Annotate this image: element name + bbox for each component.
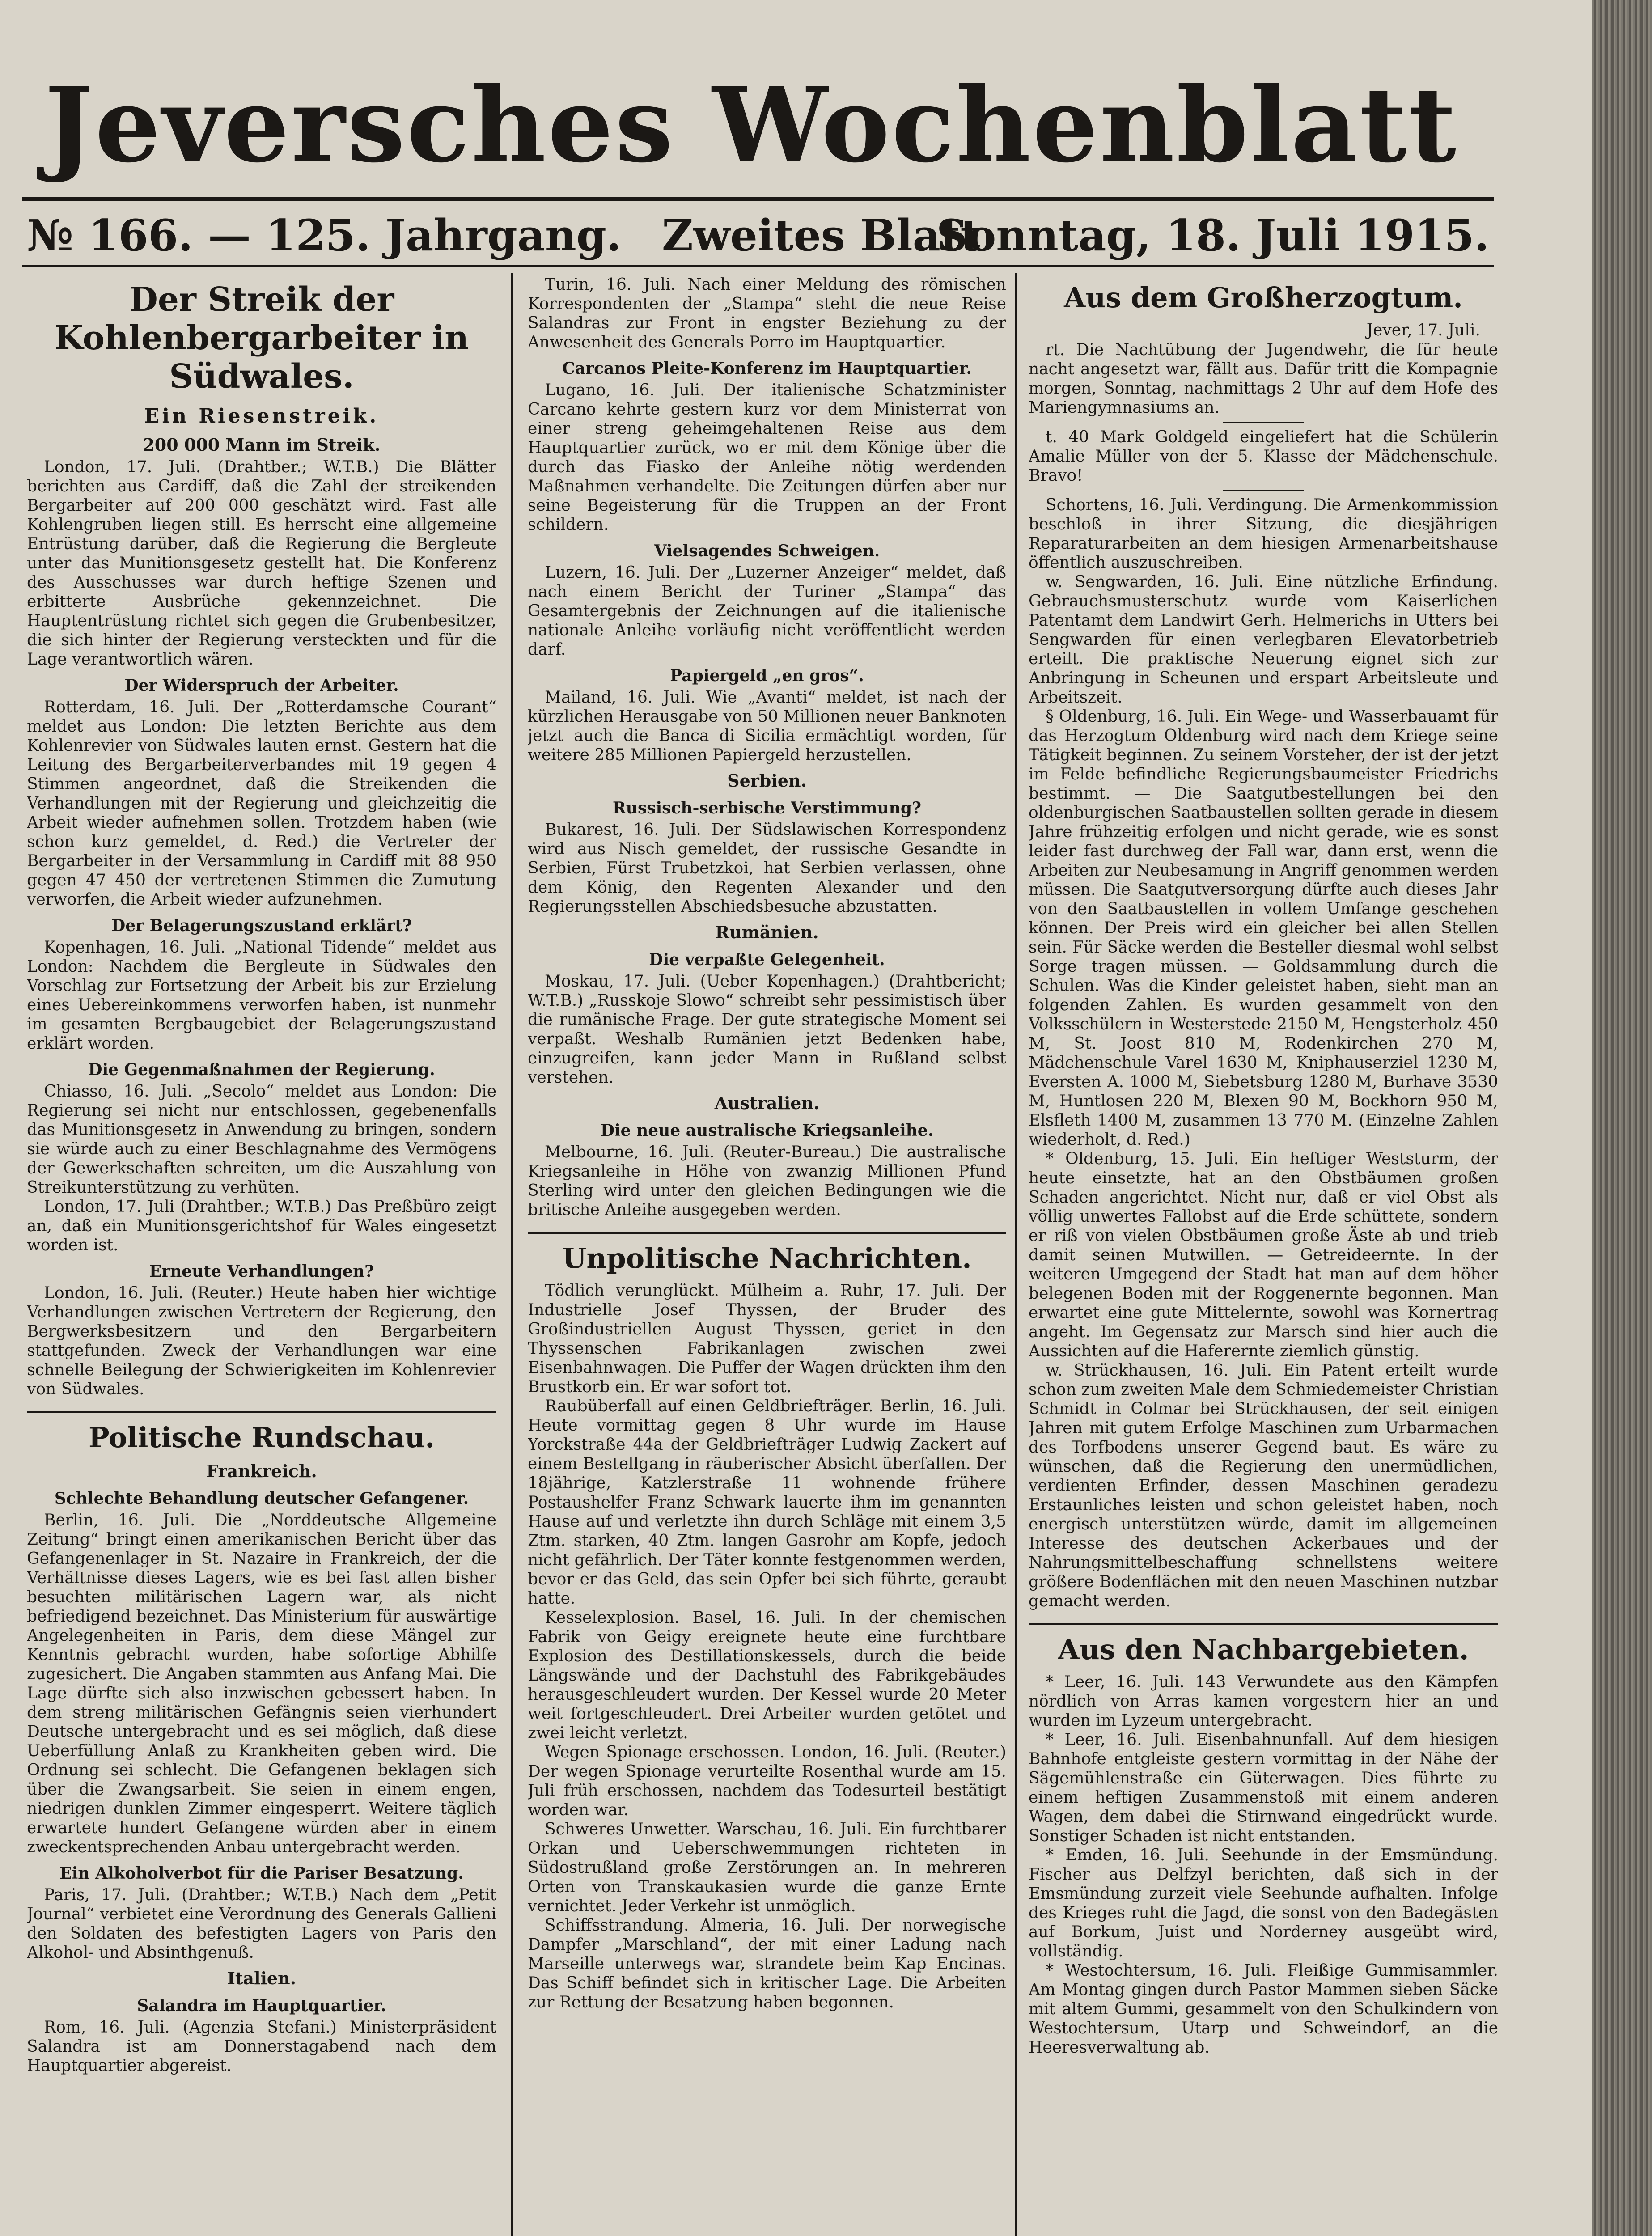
article-paragraph: * Leer, 16. Juli. Eisenbahnunfall. Auf dem hiesigen Bahnhofe entgleiste gestern vormittag in der Nähe der Sägemühlenstraße ein Güterwagen. Dies führte zu einem heftigen Zusammenstoß mit einem anderen Wagen, dem dabei die Stirnwand eingedrückt wurde. Sonstiger Schaden ist nicht entstanden. — [1029, 1731, 1498, 1845]
section-divider — [1029, 1623, 1498, 1625]
article-paragraph: Raubüberfall auf einen Geldbriefträger. Berlin, 16. Juli. Heute vormittag gegen 8 Uhr wurde im Hause Yorckstraße 44a der Geldbriefträger Ludwig Zackert auf einem Bestellgang in räuberischer Absicht überfallen. Der 18jährige, Katzlerstraße 11 wohnende frühere Postaushelfer Franz Schwark lauerte ihm im genannten Hause auf und verletzte ihn durch Schläge mit einem 3,5 Ztm. starken, 40 Ztm. langen Gasrohr am Kopfe, jedoch nicht gefährlich. Der Täter konnte festgenommen werden, bevor er das Geld, das sein Opfer bei sich führte, geraubt hatte. — [528, 1397, 1006, 1608]
masthead-rule-top — [22, 197, 1494, 201]
country-heading: Rumänien. — [715, 922, 819, 942]
article-paragraph: Schweres Unwetter. Warschau, 16. Juli. Ein furchtbarer Orkan und Ueberschwemmungen richteten in Südostrußland große Zerstörungen an. In mehreren Orten von Transkaukasien wurde die ganze Ernte vernichtet. Jeder Verkehr ist unmöglich. — [528, 1820, 1006, 1915]
subhead: Erneute Verhandlungen? — [149, 1262, 374, 1281]
article-paragraph: Schortens, 16. Juli. Verdingung. Die Armenkommission beschloß in ihrer Sitzung, die diesjährigen Reparaturarbeiten an dem hiesigen Armenarbeitshause öffentlich auszuschreiben. — [1029, 496, 1498, 572]
page-stack-edge — [1592, 0, 1652, 2236]
country-heading: Italien. — [227, 1968, 296, 1988]
article-paragraph: w. Sengwarden, 16. Juli. Eine nützliche Erfindung. Gebrauchsmusterschutz wurde vom Kaiserlichen Patentamt dem Landwirt Gerh. Helmerichs in Utters bei Sengwarden für einen verlegbaren Elevatorbetrieb erteilt. Die praktische Neuerung eignet sich zur Anbringung in Scheunen und erspart Arbeitsleute und Arbeitszeit. — [1029, 573, 1498, 707]
article-paragraph: London, 17. Juli. (Drahtber.; W.T.B.) Die Blätter berichten aus Cardiff, daß die Zahl der streikenden Bergarbeiter auf 200 000 geschätzt wird. Fast alle Kohlengruben liegen still. Es herrscht eine allgemeine Entrüstung darüber, daß die Regierung die Bergleute unter das Munitionsgesetz gestellt hat. Die Konferenz des Ausschusses war durch heftige Szenen und erbitterte Ausbrüche gekennzeichnet. Die Hauptentrüstung richtet sich gegen die Grubenbesitzer, die sich hinter der Regierung versteckten und für die Lage verantwortlich wären. — [27, 458, 496, 669]
column-2 — [528, 275, 1006, 2236]
subhead: Schlechte Behandlung deutscher Gefangener. — [54, 1489, 469, 1508]
article-paragraph: Rom, 16. Juli. (Agenzia Stefani.) Ministerpräsident Salandra ist am Donnerstagabend nach dem Hauptquartier abgereist. — [27, 2018, 496, 2075]
article-paragraph: * Westochtersum, 16. Juli. Fleißige Gummisammler. Am Montag gingen durch Pastor Mammen sieben Säcke mit altem Gummi, gesammelt von den Schulkindern von Westochtersum, Utarp und Schweindorf, an die Heeresverwaltung ab. — [1029, 1961, 1498, 2057]
subhead: Die verpaßte Gelegenheit. — [649, 950, 885, 969]
section-title-nachbargebieten: Aus den Nachbargebieten. — [1058, 1633, 1469, 1666]
subhead: Der Widerspruch der Arbeiter. — [124, 676, 399, 695]
column-1 — [27, 275, 496, 2236]
country-heading: Australien. — [714, 1093, 820, 1113]
article-paragraph: Lugano, 16. Juli. Der italienische Schatzminister Carcano kehrte gestern kurz vor dem Ministerrat von einer streng geheimgehaltenen Reise aus dem Hauptquartier zurück, wo er mit dem Könige über die durch das Fiasko der Anleihe nötig werdenden Maßnahmen verhandelte. Die Zeitungen dürfen aber nur seine Begeisterung für die Truppen an der Front schildern. — [528, 381, 1006, 534]
article-paragraph: Tödlich verunglückt. Mülheim a. Ruhr, 17. Juli. Der Industrielle Josef Thyssen, der Bruder des Großindustriellen August Thyssen, geriet in den Thyssenschen Fabrikanlagen zwischen zwei Eisenbahnwagen. Die Puffer der Wagen drückten ihm den Brustkorb ein. Er war sofort tot. — [528, 1282, 1006, 1396]
subhead: Die neue australische Kriegsanleihe. — [600, 1121, 934, 1140]
article-paragraph: Kesselexplosion. Basel, 16. Juli. In der chemischen Fabrik von Geigy ereignete heute eine furchtbare Explosion des Destillationskessels, durch die beide Längswände und der Dachstuhl des Fabrikgebäudes herausgeschleudert wurden. Der Kessel wurde 20 Meter weit fortgeschleudert. Drei Arbeiter wurden getötet und zwei leicht verletzt. — [528, 1609, 1006, 1742]
masthead-rule-bottom — [22, 265, 1494, 267]
article-paragraph: Moskau, 17. Juli. (Ueber Kopenhagen.) (Drahtbericht; W.T.B.) „Russkoje Slowo“ schreibt sehr pessimistisch über die rumänische Frage. Der gute strategische Moment sei verpaßt. Weshalb Rumänien jetzt Bedenken habe, einzugreifen, kann jeder Mann in Rußland selbst verstehen. — [528, 972, 1006, 1087]
country-heading: Frankreich. — [206, 1461, 317, 1481]
article-paragraph: Schiffsstrandung. Almeria, 16. Juli. Der norwegische Dampfer „Marschland“, der mit einer Ladung nach Marseille unterwegs war, strandete beim Kap Encinas. Das Schiff befindet sich in kritischer Lage. Die Arbeiten zur Rettung der Besatzung haben begonnen. — [528, 1916, 1006, 2012]
subtitle-riesenstreik: Ein Riesenstreik. — [144, 405, 379, 428]
subhead: Der Belagerungszustand erklärt? — [111, 916, 412, 935]
subhead: Papiergeld „en gros“. — [670, 666, 864, 685]
subhead: Die Gegenmaßnahmen der Regierung. — [88, 1060, 435, 1079]
short-divider — [1223, 422, 1304, 423]
article-paragraph: London, 16. Juli. (Reuter.) Heute haben hier wichtige Verhandlungen zwischen Vertretern der Regierung, den Bergwerksbesitzern und den Bergarbeitern stattgefunden. Zweck der Verhandlungen war eine schnelle Beilegung der Schwierigkeiten im Kohlenrevier von Südwales. — [27, 1284, 496, 1398]
subhead: Ein Alkoholverbot für die Pariser Besatzung. — [59, 1864, 464, 1883]
issue-date: Sonntag, 18. Juli 1915. — [936, 210, 1489, 261]
article-paragraph: * Oldenburg, 15. Juli. Ein heftiger Weststurm, der heute einsetzte, hat an den Obstbäumen großen Schaden angerichtet. Nicht nur, daß er viel Obst als völlig unwertes Fallobst auf die Erde schüttete, sondern er riß von vielen Obstbäumen große Äste ab und trieb damit seinen Mutwillen. — Getreideernte. In der weiteren Umgegend der Stadt hat man auf dem höher belegenen Boden mit der Roggenernte begonnen. Man erwartet eine gute Mittelernte, sowohl was Kornertrag angeht. Im Gegensatz zur Marsch sind hier auch die Aussichten auf die Haferernte ziemlich günstig. — [1029, 1150, 1498, 1360]
issue-number: № 166. — 125. Jahrgang. — [27, 210, 622, 261]
country-heading: Serbien. — [727, 771, 807, 791]
article-paragraph: Paris, 17. Juli. (Drahtber.; W.T.B.) Nach dem „Petit Journal“ verbietet eine Verordnung des Generals Gallieni den Soldaten des befestigten Lagers von Paris den Alkohol- und Absinthgenuß. — [27, 1886, 496, 1962]
sheet-label: Zweites Blatt — [662, 210, 980, 261]
subhead: 200 000 Mann im Streik. — [143, 435, 381, 455]
article-paragraph: Melbourne, 16. Juli. (Reuter-Bureau.) Die australische Kriegsanleihe in Höhe von zwanzig Millionen Pfund Sterling wird unter den gleichen Bedingungen wie die britische Anleihe ausgegeben werden. — [528, 1143, 1006, 1219]
article-paragraph: Rotterdam, 16. Juli. Der „Rotterdamsche Courant“ meldet aus London: Die letzten Berichte aus dem Kohlenrevier von Südwales lauten ernst. Gestern hat die Leitung des Bergarbeiterverbandes mit 19 gegen 4 Stimmen angeordnet, daß die Streikenden die Verhandlungen mit der Regierung und gleichzeitig die Arbeit wieder aufnehmen sollen. Trotzdem haben (wie schon kurz gemeldet, d. Red.) die Vertreter der Bergarbeiter in der Versammlung in Cardiff mit 88 950 gegen 47 450 der vertretenen Stimmen die Zumutung verworfen, die Arbeit wieder aufzunehmen. — [27, 698, 496, 909]
headline-streik: Der Streik der Kohlenbergarbeiter in Südwales. — [54, 280, 469, 396]
section-divider — [528, 1232, 1006, 1234]
article-paragraph: Berlin, 16. Juli. Die „Norddeutsche Allgemeine Zeitung“ bringt einen amerikanischen Bericht über das Gefangenenlager in St. Nazaire in Frankreich, der die Verhältnisse dieses Lagers, wie es bei fast allen bisher besuchten militärischen Lagern war, als nicht befriedigend bezeichnet. Das Ministerium für auswärtige Angelegenheiten in Paris, dem diese Mängel zur Kenntnis gebracht wurden, habe sofortige Abhilfe zugesichert. Die Angaben stammten aus Anfang Mai. Die Lage dürfte sich also inzwischen gebessert haben. In dem streng militärischen Gefängnis seien vierhundert Deutsche untergebracht und es sei möglich, daß diese Ueberfüllung Anlaß zu Krankheiten geben wird. Die Ordnung sei schlecht. Die Gefangenen beklagen sich über die Zwangsarbeit. Sie seien in einem engen, niedrigen dunklen Zimmer eingesperrt. Weitere täglich erwartete hundert Gefangene würden aber in einem zweckentsprechenden Anbau untergebracht werden. — [27, 1511, 496, 1856]
section-title-politische-rundschau: Politische Rundschau. — [89, 1421, 435, 1454]
article-paragraph: Chiasso, 16. Juli. „Secolo“ meldet aus London: Die Regierung sei nicht nur entschlossen, gegebenenfalls das Munitionsgesetz in Anwendung zu bringen, sondern sie würde auch zu einer Beschlagnahme des Vermögens der Gewerkschaften schreiten, um die Auszahlung von Streikunterstützung zu verhüten. — [27, 1082, 496, 1197]
article-paragraph: w. Strückhausen, 16. Juli. Ein Patent erteilt wurde schon zum zweiten Male dem Schmiedemeister Christian Schmidt in Colmar bei Strückhausen, der seit einigen Jahren mit gutem Erfolge Maschinen zum Urbarmachen des Torfbodens unserer Gegend baut. Es wäre zu wünschen, daß die Regierung den unermüdlichen, verdienten Erfinder, dessen Maschinen geradezu Erstaunliches leisten und schon geleistet haben, noch energisch unterstützen würde, damit im allgemeinen Interesse des deutschen Ackerbaues und der Nahrungsmittelbeschaffung schnellstens weitere größere Bodenflächen mit den neuen Maschinen nutzbar gemacht werden. — [1029, 1361, 1498, 1610]
masthead: Jeversches Wochenblatt — [44, 65, 1458, 186]
section-title-grossherzogtum: Aus dem Großherzogtum. — [1064, 281, 1463, 314]
article-paragraph: Luzern, 16. Juli. Der „Luzerner Anzeiger“ meldet, daß nach einem Bericht der Turiner „Stampa“ das Gesamtergebnis der Zeichnungen auf die italienische nationale Anleihe vorläufig nicht veröffentlicht werden darf. — [528, 563, 1006, 659]
subhead: Vielsagendes Schweigen. — [654, 542, 880, 560]
dateline: Jever, 17. Juli. — [1366, 321, 1480, 339]
subhead: Carcanos Pleite-Konferenz im Hauptquartier. — [562, 359, 972, 378]
issue-line — [27, 210, 1489, 264]
article-paragraph: t. 40 Mark Goldgeld eingeliefert hat die Schülerin Amalie Müller von der 5. Klasse der Mädchenschule. Bravo! — [1029, 428, 1498, 485]
article-paragraph: London, 17. Juli (Drahtber.; W.T.B.) Das Preßbüro zeigt an, daß ein Munitionsgerichtshof für Wales eingesetzt worden ist. — [27, 1198, 496, 1254]
section-divider — [27, 1411, 496, 1413]
article-paragraph: Mailand, 16. Juli. Wie „Avanti“ meldet, ist nach der kürzlichen Herausgabe von 50 Millionen neuer Banknoten jetzt auch die Banca di Sicilia ermächtigt worden, für weitere 285 Millionen Papiergeld herzustellen. — [528, 688, 1006, 764]
article-paragraph: Kopenhagen, 16. Juli. „National Tidende“ meldet aus London: Nachdem die Bergleute in Südwales den Vorschlag zur Fortsetzung der Arbeit bis zur Erzielung eines Uebereinkommens verworfen haben, ist nunmehr im gesamten Bergbaugebiet der Belagerungszustand erklärt worden. — [27, 938, 496, 1053]
article-paragraph: Turin, 16. Juli. Nach einer Meldung des römischen Korrespondenten der „Stampa“ steht die neue Reise Salandras zur Front in engster Beziehung zu der Anwesenheit des Generals Porro im Hauptquartier. — [528, 275, 1006, 351]
section-title-unpolitische-nachrichten: Unpolitische Nachrichten. — [562, 1242, 972, 1275]
column-rule-2 — [1015, 273, 1017, 2236]
subhead: Salandra im Hauptquartier. — [137, 1996, 386, 2015]
article-paragraph: Bukarest, 16. Juli. Der Südslawischen Korrespondenz wird aus Nisch gemeldet, der russische Gesandte in Serbien, Fürst Trubetzkoi, hat Serbien verlassen, ohne dem König, den Regenten Alexander und den Regierungsstellen Abschiedsbesuche abzustatten. — [528, 821, 1006, 916]
article-paragraph: * Leer, 16. Juli. 143 Verwundete aus den Kämpfen nördlich von Arras kamen vorgestern hier an und wurden im Lyzeum untergebracht. — [1029, 1673, 1498, 1730]
article-paragraph: § Oldenburg, 16. Juli. Ein Wege- und Wasserbauamt für das Herzogtum Oldenburg wird nach dem Kriege seine Tätigkeit beginnen. Zu seinem Vorsteher, der ist der jetzt im Felde befindliche Regierungsbaumeister Friedrichs bestimmt. — Die Saatgutbestellungen bei den oldenburgischen Saatbaustellen sollten gerade in diesem Jahre frühzeitig erfolgen und nicht gerade, wie es sonst leider fast durchweg der Fall war, dann erst, wenn die Arbeiten zur Neubesamung in Angriff genommen werden müssen. Die Saatgutversorgung dürfte auch dieses Jahr von den Saatbaustellen in vollem Umfange geschehen können. Der Preis wird ein gleicher bei allen Stellen sein. Für Säcke werden die Besteller diesmal wohl selbst Sorge tragen müssen. — Goldsammlung durch die Schulen. Was die Kinder geleistet haben, sieht man an folgenden Zahlen. Es wurden gesammelt von den Volksschülern in Westerstede 2150 M, Hengsterholz 450 M, St. Joost 810 M, Rodenkirchen 270 M, Mädchenschule Varel 1630 M, Kniphauserziel 1230 M, Eversten A. 1000 M, Siebetsburg 1280 M, Burhave 3530 M, Huntlosen 220 M, Blexen 90 M, Bockhorn 950 M, Elsfleth 1400 M, zusammen 13 770 M. (Einzelne Zahlen wiederholt, d. Red.) — [1029, 707, 1498, 1149]
column-3 — [1029, 275, 1498, 2236]
column-rule-1 — [511, 273, 513, 2236]
subhead: Russisch-serbische Verstimmung? — [612, 799, 922, 817]
short-divider — [1223, 490, 1304, 491]
article-paragraph: * Emden, 16. Juli. Seehunde in der Emsmündung. Fischer aus Delfzyl berichten, daß sich in der Emsmündung zurzeit viele Seehunde aufhalten. Infolge des Krieges ruht die Jagd, die sonst von den Badegästen auf Borkum, Juist und Norderney ausgeübt wird, vollständig. — [1029, 1846, 1498, 1961]
article-paragraph: rt. Die Nachtübung der Jugendwehr, die für heute nacht angesetzt war, fällt aus. Dafür tritt die Kompagnie morgen, Sonntag, nachmittags 2 Uhr auf dem Hofe des Mariengymnasiums an. — [1029, 341, 1498, 417]
article-paragraph: Wegen Spionage erschossen. London, 16. Juli. (Reuter.) Der wegen Spionage verurteilte Rosenthal wurde am 15. Juli früh erschossen, nachdem das Todesurteil bestätigt worden war. — [528, 1743, 1006, 1819]
